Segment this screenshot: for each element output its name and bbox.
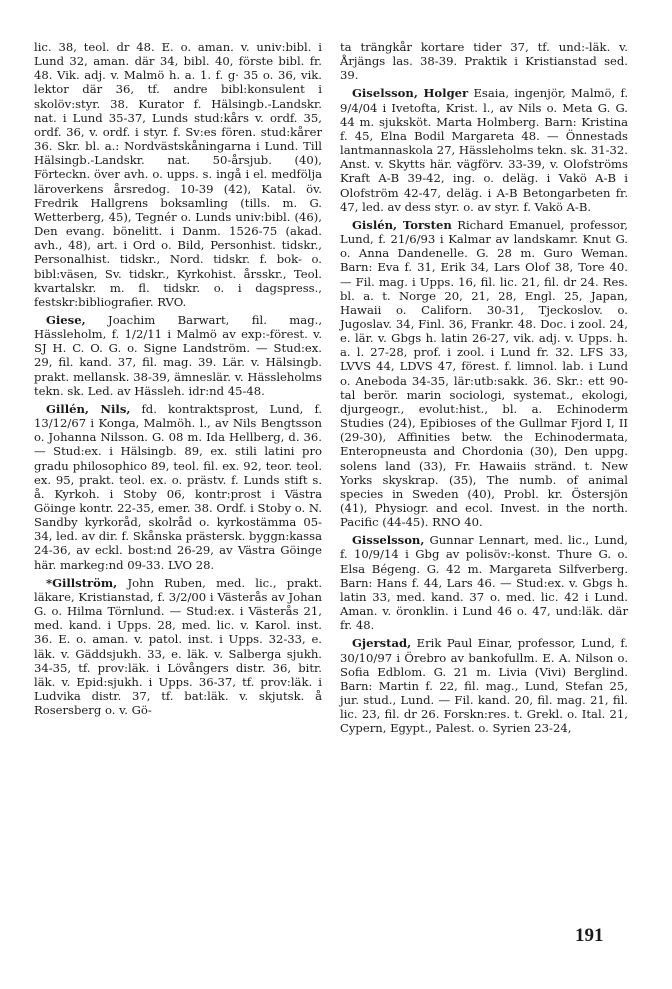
entry-name: *Gillström, (46, 575, 118, 590)
entry-text: Joachim Barwart, fil. mag., Hässleholm, f. 1/2/11 i Malmö av exp:-förest. v. SJ H. C. O. G. o. Signe Landström. — Stud:ex. 29, fil. kand. 37, fil. mag. 39. Lär. v. Hälsingb. prakt. mellansk. 38-39, ämneslär. v. Hässleholms tekn. sk. Led. av Hässleh. idr:nd 45-48. (34, 312, 323, 398)
entry-giese (34, 313, 322, 398)
entry-text: John Ruben, med. lic., prakt. läkare, Kristianstad, f. 3/2/00 i Västerås av Johan G. o. Hilma Törnlund. — Stud:ex. i Västerås 21, med. kand. i Upps. 28, med. lic. v. Karol. inst. 36. E. o. aman. v. patol. inst. i Upps. 32-33, e. läk. v. Gäddsjukh. 33, e. läk. v. Salberga sjukh. 34-35, tf. prov:läk. i Lövångers distr. 36, bitr. läk. v. Epid:sjukh. i Upps. 36-37, tf. prov:läk. i Ludvika distr. 37, tf. bat:läk. v. skjutsk. å Rosersberg o. v. Gö- (34, 575, 323, 718)
entry-continued (340, 40, 628, 82)
entry-name: Giselsson, Holger (352, 86, 469, 101)
entry-gjerstad (340, 636, 628, 735)
entry-gislen (340, 218, 628, 529)
entry-text: lic. 38, teol. dr 48. E. o. aman. v. univ:bibl. i Lund 32, aman. där 34, bibl. 40, förste bibl. fr. 48. Vik. adj. v. Malmö h. a. 1. f. g· 35 o. 36, vik. lektor där 36, tf. andre bibl:konsulent i skolöv:styr. 38. Kurator f. Hälsingb.-Landskr. nat. i Lund 35-37, Lunds stud:kårs v. ordf. 35, ordf. 36, v. ordf. i styr. f. Sv:es fören. stud:kårer 36. Skr. bl. a.: Nordvästskåningarna i Lund. Till Hälsingb.-Landskr. nat. 50-årsjub. (40), Förteckn. över avh. o. upps. s. ingå i el. medfölja läroverkens årsredog. 10-39 (42), Katal. öv. Fredrik Hallgrens boksamling (tills. m. G. Wetterberg, 45), Tegnér o. Lunds univ:bibl. (46), Den evang. bönelitt. i Danm. 1526-75 (akad. avh., 48), art. i Ord o. Bild, Personhist. tidskr., Personalhist. tidskr., Nord. tidskr. f. bok- o. bibl:väsen, Sv. tidskr., Kyrkohist. årsskr., Teol. kvartalskr. m. fl. tidskr. o. i dagspress., festskr:bibliografier. RVO. (34, 40, 322, 309)
entry-gillstrom (34, 576, 322, 718)
entry-gisselsson (340, 533, 628, 632)
entry-text: Richard Emanuel, professor, Lund, f. 21/6/93 i Kalmar av landskamr. Knut G. o. Anna Dandenelle. G. 28 m. Guro Weman. Barn: Eva f. 31, Erik 34, Lars Olof 38, Tore 40. — Fil. mag. i Upps. 16, fil. lic. 21, fil. dr 24. Res. bl. a. t. Norge 20, 21, 28, Engl. 25, Japan, Hawaii o. Californ. 30-31, Tjeckoslov. o. Jugoslav. 34, Finl. 36, Frankr. 48. Doc. i zool. 24, e. lär. v. Gbgs h. latin 26-27, vik. adj. v. Upps. h. a. l. 27-28, prof. i zool. i Lund fr. 32. LFS 33, LVVS 44, LDVS 47, förest. f. limnol. lab. i Lund o. Aneboda 34-35, lär:utb:sakk. 36. Skr.: ett 90-tal berör. marin sociologi, systemat., ekologi, djurgeogr., evolut:hist., bl. a. Echinoderm Studies (24), Epibioses of the Gullmar Fjord I, II (29-30), Affinities betw. the Echinodermata, Enteropneusta and Chordonia (30), Den uppg. solens land (33), Fr. Hawaiis stränd. t. New Yorks skyskrap. (35), The numb. of animal species in Sweden (40), Probl. kr. Östersjön (41), Physiogr. and ecol. Invest. in the north. Pacific (44-45). RNO 40. (340, 217, 628, 530)
left-column (34, 40, 322, 721)
entry-name: Gjerstad, (352, 636, 412, 651)
entry-text: Gunnar Lennart, med. lic., Lund, f. 10/9/14 i Gbg av polisöv:-konst. Thure G. o. Elsa Bégeng. G. 42 m. Margareta Silfverberg. Barn: Hans f. 44, Lars 46. — Stud:ex. v. Gbgs h. latin 33, med. kand. 37 o. med. lic. 42 i Lund. Aman. v. öronklin. i Lund 46 o. 47, und:läk. där fr. 48. (340, 533, 628, 633)
right-column (340, 40, 628, 740)
page-number: 191 (575, 925, 604, 946)
entry-continued (34, 40, 322, 309)
entry-name: Gislén, Torsten (352, 217, 452, 232)
entry-text: Esaia, ingenjör, Malmö, f. 9/4/04 i Ivetofta, Krist. l., av Nils o. Meta G. G. 44 m. sjuksköt. Marta Holmberg. Barn: Kristina f. 45, Elna Bodil Margareta 48. — Önnestads lantmannaskola 27, Hässleholms tekn. sk. 31-32. Anst. v. Skytts här. vägförv. 33-39, v. Olofströms Kraft A-B 39-42, ing. o. deläg. i Vakö A-B i Olofström 42-47, deläg. i A-B Betongarbeten fr. 47, led. av dess styr. o. av styr. f. Vakö A-B. (340, 86, 629, 214)
entry-text: ta trängkår kortare tider 37, tf. und:-läk. v. Årjängs las. 38-39. Praktik i Kristianstad sed. 39. (340, 40, 628, 83)
entry-giselsson (340, 86, 628, 213)
entry-text: Erik Paul Einar, professor, Lund, f. 30/10/97 i Örebro av bankofullm. E. A. Nilson o. Sofia Edblom. G. 21 m. Livia (Vivi) Berglind. Barn: Martin f. 22, fil. mag., Lund, Stefan 25, jur. stud., Lund. — Fil. kand. 20, fil. mag. 21, fil. lic. 23, fil. dr 26. Forskn:res. t. Grekl. o. Ital. 21, Cypern, Egypt., Palest. o. Syrien 23-24, (340, 636, 628, 736)
entry-gillen (34, 402, 322, 572)
entry-name: Gillén, Nils, (46, 401, 131, 416)
entry-text: fd. kontraktsprost, Lund, f. 13/12/67 i Konga, Malmöh. l., av Nils Bengtsson o. Johanna Nilsson. G. 08 m. Ida Hellberg, d. 36. — Stud:ex. i Hälsingb. 89, ex. stili latini pro gradu philosophico 89, teol. fil. ex. 92, teor. teol. ex. 95, prakt. teol. ex. o. prästv. f. Lunds stift s. å. Kyrkoh. i Stoby 06, kontr:prost i Västra Göinge kontr. 22-35, emer. 38. Ordf. i Stoby o. N. Sandby kyrkoråd, skolråd o. kyrkostämma 05-34, led. av dir. f. Skånska prästersk. byggn:kassa 24-36, av eckl. bost:nd 26-29, av Västra Göinge här. markeg:nd 09-33. LVO 28. (34, 401, 323, 572)
entry-name: Gisselsson, (352, 533, 425, 548)
entry-name: Giese, (46, 312, 86, 327)
